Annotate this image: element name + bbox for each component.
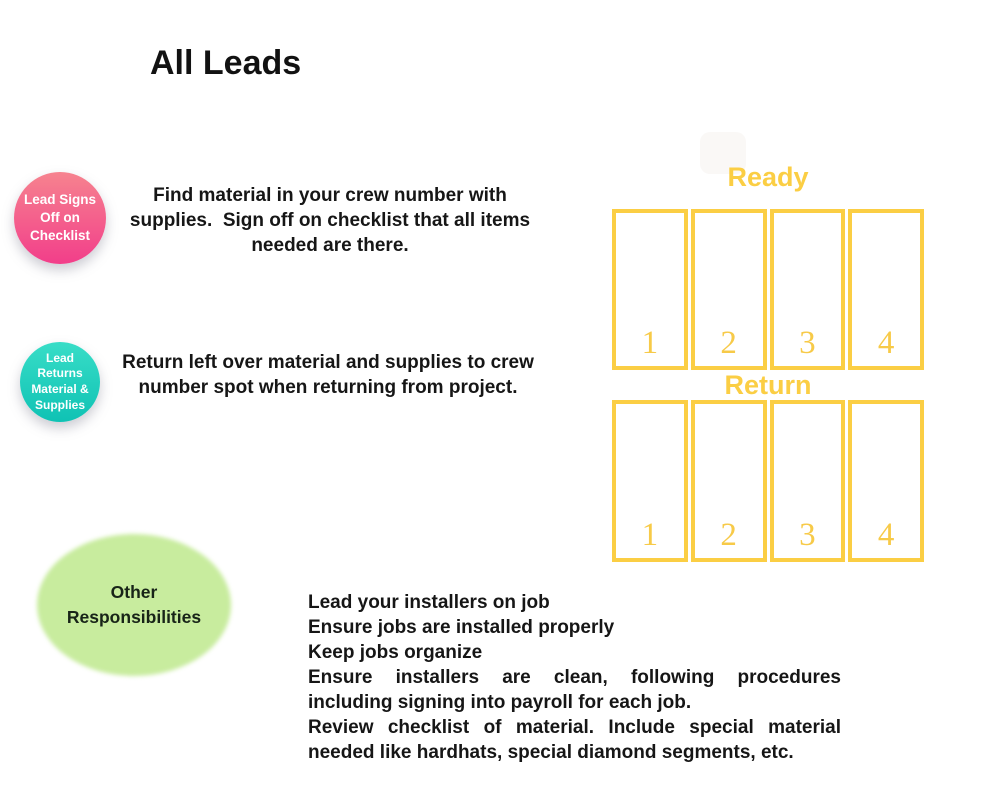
bin-number: 2 [720, 325, 737, 361]
bin-number: 1 [641, 517, 659, 553]
responsibility-item: Ensure installers are clean, following procedures including signing into payroll for each job. [308, 667, 841, 713]
return-bin-1 [612, 400, 688, 562]
badge-line: Off on [40, 209, 80, 225]
badge-text [24, 191, 96, 246]
bin-number: 4 [877, 325, 895, 361]
badge-line: Returns [37, 366, 83, 381]
ellipse-label-text: Other Responsibilities [66, 581, 202, 627]
badge-lead-returns-material [20, 342, 100, 422]
bin-number: 4 [877, 517, 895, 553]
ready-bin-1 [612, 209, 688, 370]
ready-bin-4 [848, 209, 924, 370]
ready-label: Ready [727, 162, 809, 192]
page-title: All Leads [150, 44, 302, 82]
badge-line: Supplies [34, 397, 85, 412]
responsibility-item: Keep jobs organize [308, 642, 483, 663]
ready-bins [612, 209, 924, 370]
return-material-instruction: Return left over material and supplies to crew number spot when returning from project. [122, 352, 540, 398]
bin-number: 3 [799, 517, 816, 553]
badge-line: Lead Signs [23, 191, 96, 207]
ready-bin-2 [691, 209, 767, 370]
responsibility-item: Lead your installers on job [308, 592, 550, 613]
return-bins [612, 400, 924, 562]
bin-number: 2 [720, 517, 737, 553]
ready-bin-3 [770, 209, 846, 370]
return-label: Return [724, 370, 812, 400]
bin-number: 1 [641, 325, 659, 361]
return-bin-3 [770, 400, 846, 562]
responsibility-item: Review checklist of material. Include special material needed like hardhats, special diamond segments, etc. [308, 717, 841, 763]
bin-number: 3 [799, 325, 816, 361]
responsibilities-list [308, 590, 841, 765]
badge-line: Material & [31, 382, 89, 396]
return-bin-4 [848, 400, 924, 562]
find-material-instruction: Find material in your crew number with supplies. Sign off on checklist that all items needed are there. [129, 185, 536, 256]
responsibility-item: Ensure jobs are installed properly [308, 617, 615, 638]
return-bin-2 [691, 400, 767, 562]
badge-line: Lead [45, 350, 74, 365]
badge-text [31, 351, 88, 413]
badge-line: Checklist [29, 228, 90, 244]
badge-lead-signs-off-checklist [14, 172, 106, 264]
other-responsibilities-label [47, 534, 221, 676]
